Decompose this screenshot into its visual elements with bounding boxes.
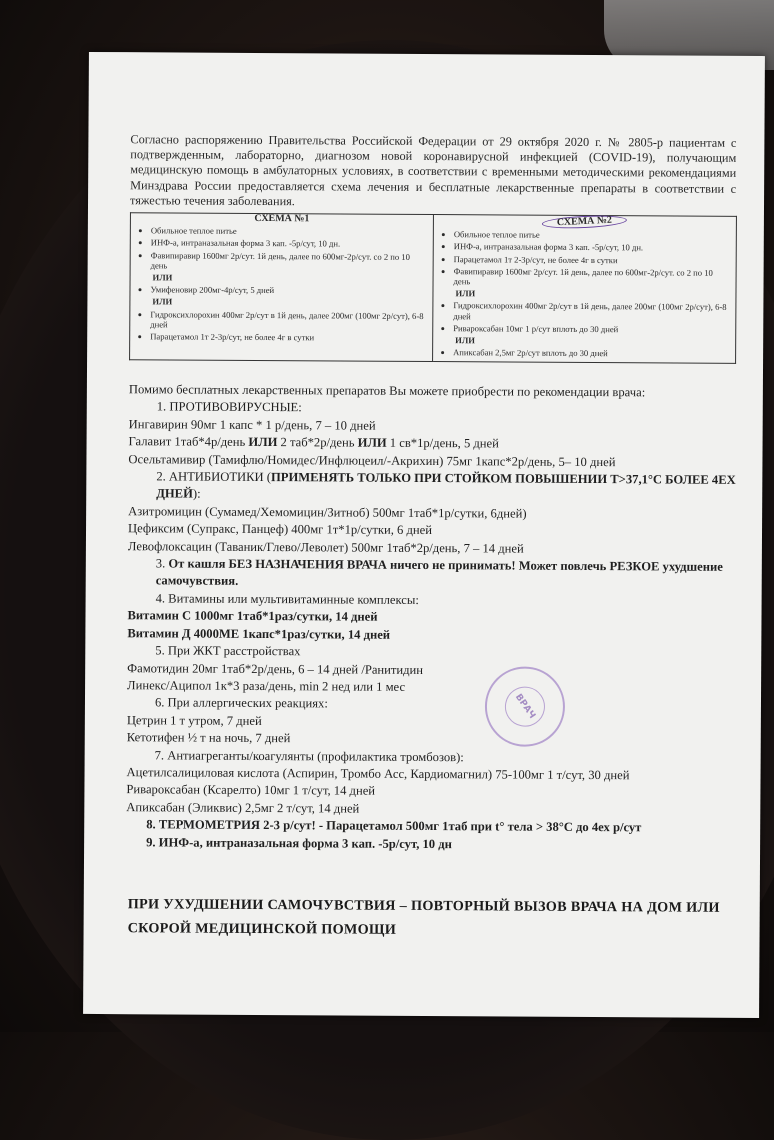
scheme-1-item: • ИНФ-а, интраназальная форма 3 кап. -5р/сут, 10 дн. xyxy=(151,238,429,250)
scheme-2-item: • Апиксабан 2,5мг 2р/сут вплоть до 30 дней xyxy=(453,347,731,359)
drug-line: Витамин С 1000мг 1таб*1раз/сутки, 14 дней xyxy=(127,608,378,624)
drug-line: Апиксабан (Эликвис) 2,5мг 2 т/сут, 14 дней xyxy=(126,799,360,816)
scheme-2-item: • Обильное теплое питье xyxy=(454,229,732,241)
scheme-1-or: ИЛИ xyxy=(152,272,173,283)
drug-line: Левофлоксацин (Таваник/Глево/Леволет) 500мг 1таб*2р/день, 7 – 14 дней xyxy=(127,538,524,556)
scheme-1-title: СХЕМА №1 xyxy=(254,212,310,225)
scheme-2-item: • ИНФ-а, интраназальная форма 3 кап. -5р/сут, 10 дн. xyxy=(454,242,732,254)
scheme-1-item: • Гидроксихлорохин 400мг 2р/сут в 1й день, далее 200мг (100мг 2р/сут), 6-8 дней xyxy=(150,309,428,331)
scheme-2-or: ИЛИ xyxy=(455,335,476,346)
drug-line: Цефиксим (Супракс, Панцеф) 400мг 1т*1р/сутки, 6 дней xyxy=(127,521,433,538)
document-sheet xyxy=(83,52,765,1018)
drug-line: Линекс/Аципол 1к*3 раза/день, min 2 нед или 1 мес xyxy=(127,678,406,694)
recommendations xyxy=(126,381,739,855)
scheme-2-item: • Гидроксихлорохин 400мг 2р/сут в 1й день, далее 200мг (100мг 2р/сут), 6-8 дней xyxy=(453,301,731,323)
scheme-2-item: • Фавипиравир 1600мг 2р/сут. 1й день, далее по 600мг-2р/сут. со 2 по 10 день xyxy=(454,266,732,288)
scheme-2-or: ИЛИ xyxy=(455,288,476,299)
drug-line: Кетотифен ½ т на ночь, 7 дней xyxy=(126,730,291,746)
drug-line: Азитромицин (Сумамед/Хемомицин/Зитноб) 500мг 1таб*1р/сутки, 6дней) xyxy=(128,504,527,521)
section-heading: 6. При аллергических реакциях: xyxy=(154,695,328,711)
interferon-line: 9. ИНФ-а, интраназальная форма 3 кап. -5р/сут, 10 дн xyxy=(146,834,452,851)
drug-line: Галавит 1таб*4р/день ИЛИ 2 таб*2р/день ИЛИ 1 св*1р/день, 5 дней xyxy=(128,434,499,451)
section-heading: 5. При ЖКТ расстройствах xyxy=(155,643,301,659)
treatment-schemes-table xyxy=(129,212,737,364)
section-heading: 1. ПРОТИВОВИРУСНЫЕ: xyxy=(156,399,302,415)
scheme-2-title xyxy=(438,215,732,229)
section-heading: 4. Витамины или мультивитаминные комплексы: xyxy=(155,591,419,607)
scheme-2-item: • Парацетамол 1т 2-3р/сут, не более 4г в сутки xyxy=(454,254,732,266)
scheme-1 xyxy=(130,213,434,362)
drug-line: Осельтамивир (Тамифлю/Номидес/Инфлюцеил/-Акрихин) 75мг 1капс*2р/день, 5– 10 дней xyxy=(128,451,616,469)
cough-warning: 3. От кашля БЕЗ НАЗНАЧЕНИЯ ВРАЧА ничего не принимать! Может повлечь РЕЗКОЕ ухудшение самочувствия. xyxy=(155,556,723,589)
scheme-2-item: • Ривароксабан 10мг 1 р/сут вплоть до 30 дней xyxy=(453,323,731,335)
drug-line: Витамин Д 4000МЕ 1капс*1раз/сутки, 14 дней xyxy=(127,625,391,642)
scheme-1-item: • Обильное теплое питье xyxy=(151,226,429,238)
drug-line: Фамотидин 20мг 1таб*2р/день, 6 – 14 дней /Ранитидин xyxy=(127,660,424,677)
drug-line: Ингавирин 90мг 1 капс * 1 р/день, 7 – 10 дней xyxy=(128,417,376,433)
scheme-1-item: • Парацетамол 1т 2-3р/сут, не более 4г в сутки xyxy=(150,331,428,343)
stamp-center: ВРАЧ xyxy=(497,679,553,735)
scheme-2 xyxy=(433,215,737,364)
drug-line: Ривароксабан (Ксарелто) 10мг 1 т/сут, 14 дней xyxy=(126,782,376,799)
section-heading: 2. АНТИБИОТИКИ (ПРИМЕНЯТЬ ТОЛЬКО ПРИ СТОЙКОМ ПОВЫШЕНИИ Т>37,1°С БОЛЕЕ 4ЕХ ДНЕЙ): xyxy=(156,469,736,502)
drug-line: Ацетилсалициловая кислота (Аспирин, Тромбо Асс, Кардиомагнил) 75-100мг 1 т/сут, 30 дней xyxy=(126,765,630,783)
final-warning: ПРИ УХУДШЕНИИ САМОЧУВСТВИЯ – ПОВТОРНЫЙ ВЫЗОВ ВРАЧА НА ДОМ ИЛИ СКОРОЙ МЕДИЦИНСКОЙ ПОМОЩИ xyxy=(127,896,720,938)
thermometry-line: 8. ТЕРМОМЕТРИЯ 2-3 р/сут! - Парацетамол 500мг 1таб при t° тела > 38°С до 4ех р/сут xyxy=(146,817,642,835)
scheme-1-item: • Фавипиравир 1600мг 2р/сут. 1й день, далее по 600мг-2р/сут. со 2 по 10 день xyxy=(151,250,429,272)
scheme-2-title-circled: СХЕМА №2 xyxy=(542,214,628,230)
lead-text: Помимо бесплатных лекарственных препаратов Вы можете приобрести по рекомендации врача: xyxy=(128,382,646,400)
scheme-1-item: • Умифеновир 200мг-4р/сут, 5 дней xyxy=(150,285,428,297)
intro-paragraph: Согласно распоряжению Правительства Российской Федерации от 29 октября 2020 г. № 2805-р пациентам с подтвержденным, лабораторно, диагнозом новой коронавирусной инфекцией (COVID-19), получающим медицинскую помощь в амбулаторных условиях, в соответствии с временными методическими рекомендациями Минздрава России предоставляется схема лечения и бесплатные лекарственные препараты в соответствии с тяжестью течения заболевания. xyxy=(129,132,737,209)
scheme-1-or: ИЛИ xyxy=(152,296,173,307)
doctor-stamp xyxy=(485,666,565,746)
drug-line: Цетрин 1 т утром, 7 дней xyxy=(126,712,262,728)
section-heading: 7. Антиагреганты/коагулянты (профилактика тромбозов): xyxy=(154,747,464,764)
